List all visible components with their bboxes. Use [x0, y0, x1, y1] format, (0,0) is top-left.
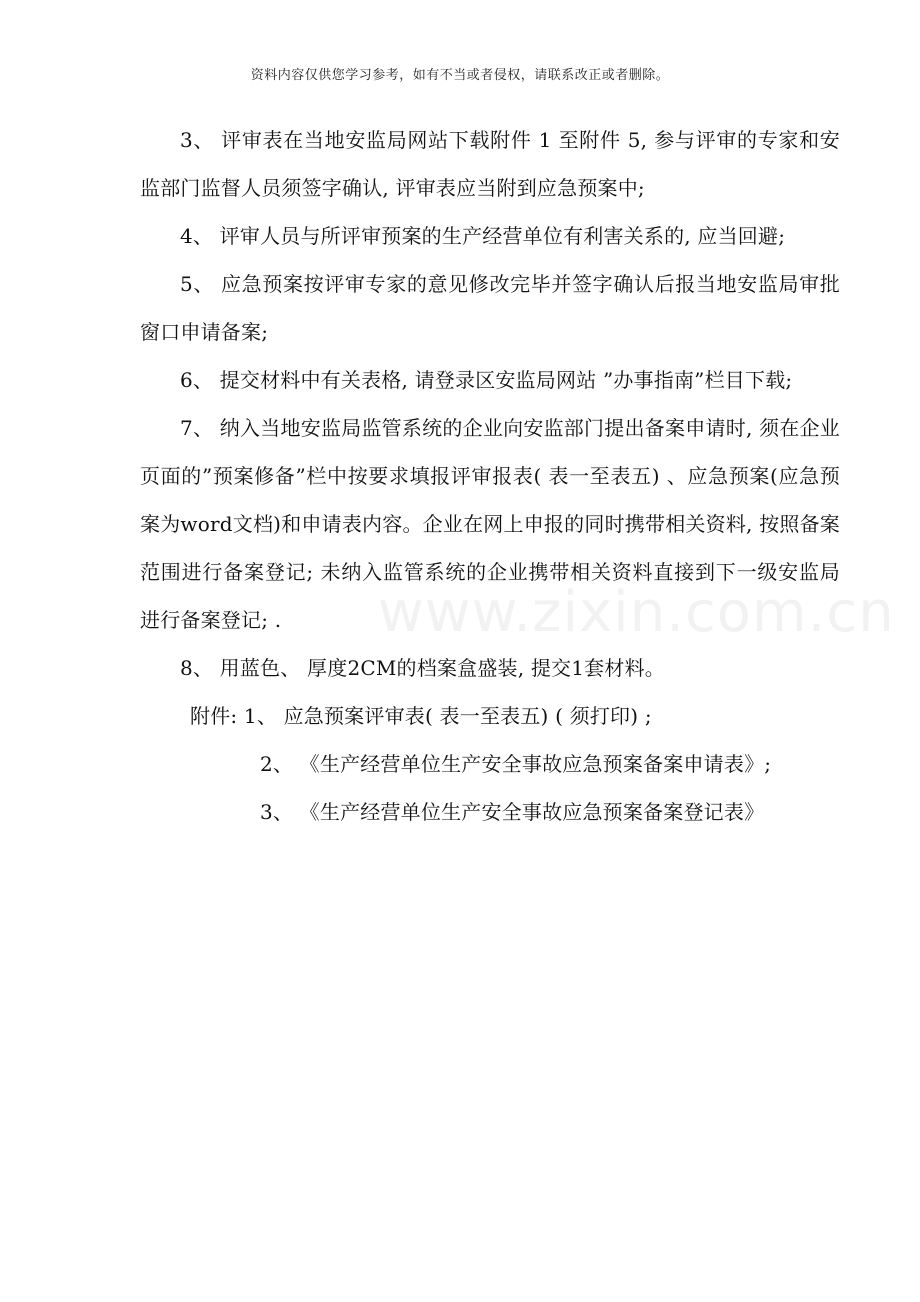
- paragraph-item-3: 3、 评审表在当地安监局网站下载附件 1 至附件 5, 参与评审的专家和安监部门监督人员须签字确认, 评审表应当附到应急预案中;: [140, 128, 840, 200]
- paragraph-item-5: 5、 应急预案按评审专家的意见修改完毕并签字确认后报当地安监局审批窗口申请备案;: [140, 272, 840, 344]
- watermark: www.zixin.com.cn: [378, 580, 895, 645]
- attachment-item-3: 3、 《生产经营单位生产安全事故应急预案备案登记表》: [260, 800, 765, 824]
- attachment-item-1: 附件: 1、 应急预案评审表( 表一至表五) ( 须打印) ;: [190, 704, 652, 728]
- header-disclaimer: 资料内容仅供您学习参考，如有不当或者侵权，请联系改正或者删除。: [250, 68, 670, 83]
- document-body: [140, 116, 840, 836]
- paragraph-item-6: 6、 提交材料中有关表格, 请登录区安监局网站 ”办事指南”栏目下载;: [180, 368, 793, 392]
- paragraph-item-8: 8、 用蓝色、 厚度2CM的档案盒盛装, 提交1套材料。: [180, 656, 665, 680]
- attachment-item-2: 2、 《生产经营单位生产安全事故应急预案备案申请表》;: [260, 752, 772, 776]
- paragraph-item-7: 7、 纳入当地安监局监管系统的企业向安监部门提出备案申请时, 须在企业页面的”预案修备”栏中按要求填报评审报表( 表一至表五) 、应急预案(应急预案为word文档)和申请表内容。企业在网上申报的同时携带相关资料, 按照备案范围进行备案登记; 未纳入监管系统的企业携带相关资料直接到下一级安监局进行备案登记; .: [140, 416, 840, 632]
- paragraph-item-4: 4、 评审人员与所评审预案的生产经营单位有利害关系的, 应当回避;: [180, 224, 786, 248]
